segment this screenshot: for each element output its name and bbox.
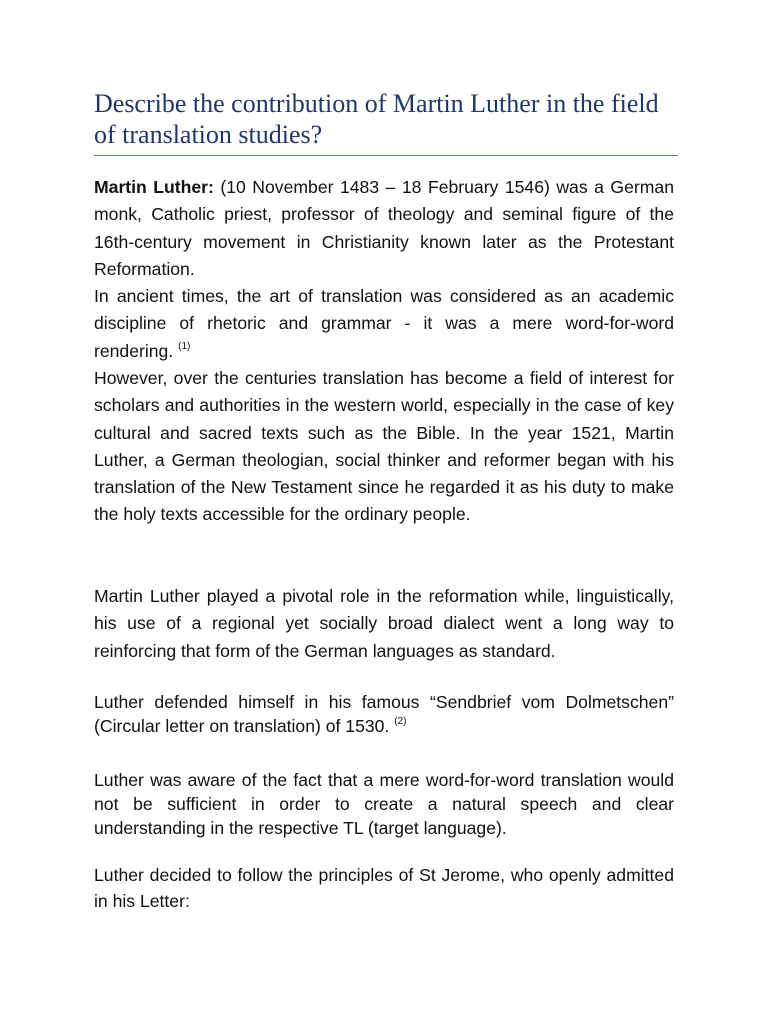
bio-lead-term: Martin Luther: [94, 177, 214, 197]
paragraph-translation-history [94, 365, 674, 529]
title-underline [94, 155, 678, 156]
paragraph-reformation-role [94, 583, 674, 665]
paragraph-st-jerome [94, 862, 674, 914]
paragraph-sendbrief [94, 690, 674, 738]
st-jerome-text: Luther decided to follow the principles of St Jerome, who openly admitted in his Letter: [94, 865, 674, 911]
footnote-ref-2: (2) [394, 716, 407, 727]
reformation-role-text: Martin Luther played a pivotal role in the reformation while, linguistically, his use of a regional yet socially broad dialect went a long way to reinforcing that form of the German languages as standard. [94, 586, 674, 661]
document-title: Describe the contribution of Martin Luther in the field of translation studies? [94, 89, 659, 149]
ancient-translation-text: In ancient times, the art of translation was considered as an academic discipline of rhetoric and grammar - it was a mere word-for-word rendering. [94, 286, 674, 361]
paragraph-martin-luther-bio [94, 174, 674, 283]
bio-text: (10 November 1483 – 18 February 1546) was a German monk, Catholic priest, professor of theology and seminal figure of the 16th-century movement in Christianity known later as the Protestant Reformation. [94, 177, 674, 279]
footnote-ref-1: (1) [178, 340, 191, 352]
translation-history-text: However, over the centuries translation has become a field of interest for scholars and authorities in the western world, especially in the case of key cultural and sacred texts such as the Bible. In the year 1521, Martin Luther, a German theologian, social thinker and reformer began with his translation of the New Testament since he regarded it as his duty to make the holy texts accessible for the ordinary people. [94, 368, 674, 525]
sendbrief-text: Luther defended himself in his famous “Sendbrief vom Dolmetschen” (Circular letter on translation) of 1530. [94, 692, 674, 736]
paragraph-ancient-translation [94, 283, 674, 365]
word-for-word-text: Luther was aware of the fact that a mere word-for-word translation would not be sufficient in order to create a natural speech and clear understanding in the respective TL (target language). [94, 770, 674, 838]
paragraph-word-for-word [94, 768, 674, 840]
